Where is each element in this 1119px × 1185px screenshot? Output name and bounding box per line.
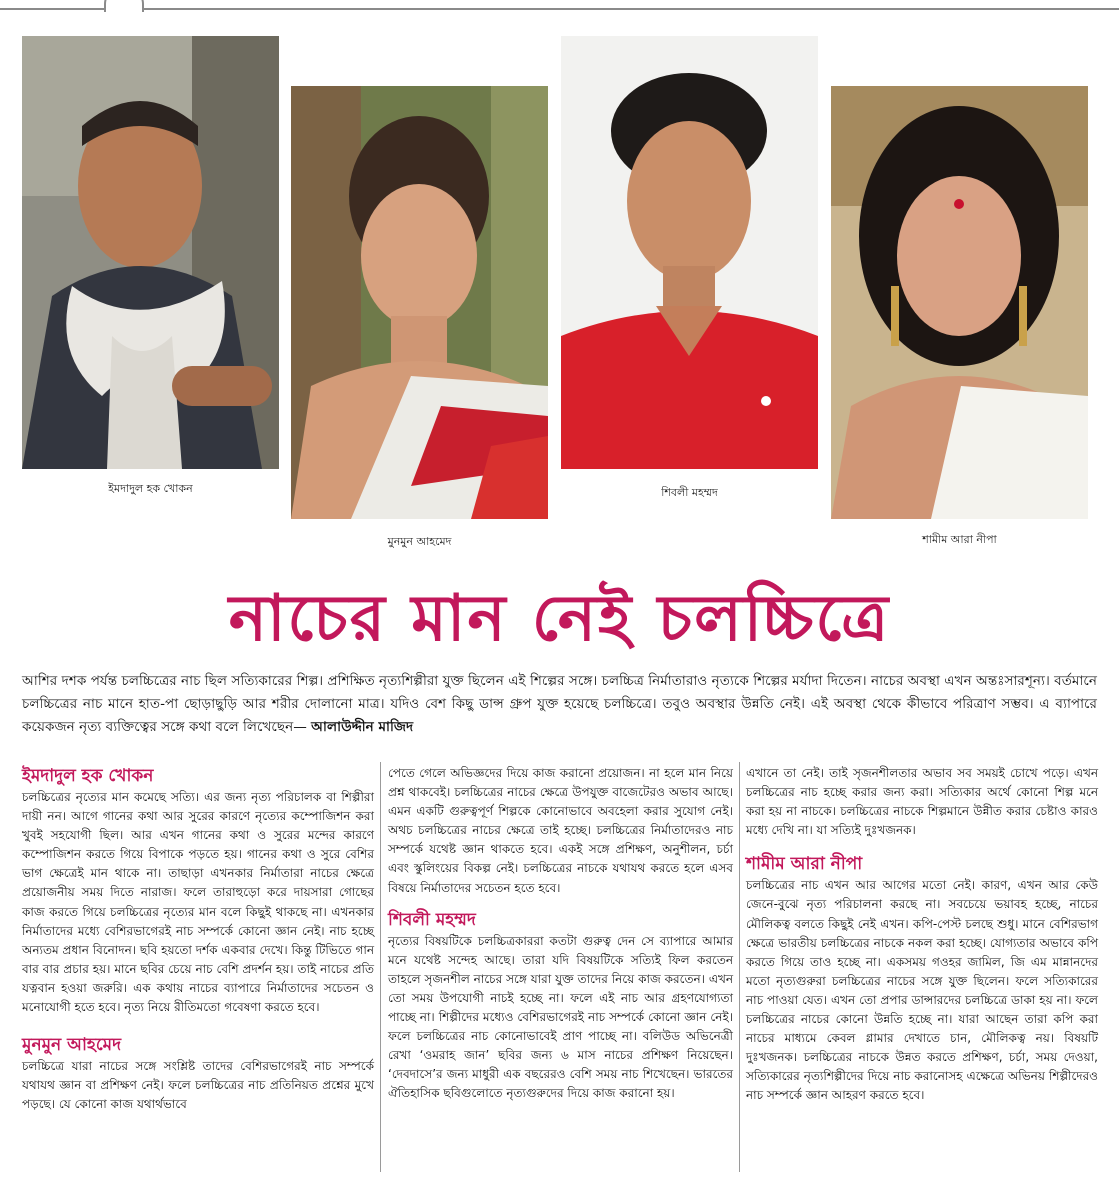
section-body: চলচ্চিত্রের নাচ এখন আর আগের মতো নেই। কারণ, এখন আর কেউ জেনে-বুঝে নৃত্য পরিচালনা করছে না। সবচেয়ে ভয়াবহ হচ্ছে, নাচের মৌলিকত্ব বলতে কিছুই নেই এখন। কপি-পেস্ট চলছে শুধু। মানে বেশিরভাগ ক্ষেত্রে ভারতীয় চলচ্চিত্রের নাচকে নকল করা হচ্ছে। যোগ্যতার অভাবে কপি করতে গিয়ে তাও হচ্ছে না। একসময় গওহর জামিল, জি এম মান্নানদের মতো নৃত্যগুরুরা চলচ্চিত্রের নাচের সঙ্গে যুক্ত ছিলেন। ফলে সত্যিকারের নাচ পাওয়া যেত। এখন তো প্রপার ডান্সারদের চলচ্চিত্রে ডাকা হয় না। ফলে চলচ্চিত্রের নাচের কোনো উন্নতি হচ্ছে না। যারা আছেন তারা কপি করা নাচের মাধ্যমে কেবল গ্লামার দেখাতে চান, মৌলিকত্ব নয়। বিষয়টি দুঃখজনক। চলচ্চিত্রের নাচকে উন্নত করতে প্রশিক্ষণ, চর্চা, সময় দেওয়া, সত্যিকারের নৃত্যশিল্পীদের দিয়ে নাচ করানোসহ এক্ষেত্রে অভিনয় শিল্পীদেরও নাচ সম্পর্কে জ্ঞান আহরণ করতে হবে। <box>746 878 1098 1103</box>
column-divider <box>380 762 381 1172</box>
top-tab-notch <box>104 0 144 12</box>
section-body-continued: এখানে তা নেই। তাই সৃজনশীলতার অভাব সব সময়ই চোখে পড়ে। এখন চলচ্চিত্রের নাচ হচ্ছে করার জন্য করা। সত্যিকার অর্থে কোনো শিল্প মনে করা হয় না নাচকে। চলচ্চিত্রের নাচকে শিল্পমানে উন্নীত করার চেষ্টাও কারও মধ্যে দেখি না। যা সত্যিই দুঃখজনক। <box>746 766 1098 838</box>
top-rule <box>0 8 1119 10</box>
column-divider <box>739 762 740 1172</box>
headline: নাচের মান নেই চলচ্চিত্রে <box>228 582 891 656</box>
column-2 <box>388 764 733 1104</box>
intro-text: আশির দশক পর্যন্ত চলচ্চিত্রের নাচ ছিল সত্যিকারের শিল্প। প্রশিক্ষিত নৃত্যশিল্পীরা যুক্ত ছিলেন এই শিল্পের সঙ্গে। চলচ্চিত্র নির্মাতারাও নৃত্যকে শিল্পের মর্যাদা দিতেন। নাচের অবস্থা এখন অন্তঃসারশূন্য। বর্তমানে চলচ্চিত্রের নাচ মানে হাত-পা ছোড়াছুড়ি আর শরীর দোলানো মাত্র। যদিও বেশ কিছু ডান্স গ্রুপ যুক্ত হয়েছে চলচ্চিত্রে। তবুও অবস্থার উন্নতি নেই। এই অবস্থা থেকে কীভাবে পরিত্রাণ সম্ভব। এ ব্যাপারে কয়েকজন নৃত্য ব্যক্তিত্বের সঙ্গে কথা বলে লিখেছেন— <box>22 673 1097 735</box>
caption-munmun-ahmed: মুনমুন আহমেদ <box>387 535 452 548</box>
section-heading: শামীম আরা নীপা <box>746 854 863 875</box>
portrait-shamim-ara-nipa <box>831 86 1088 519</box>
section-heading: শিবলী মহম্মদ <box>388 909 476 930</box>
caption-shibli-mohammad: শিবলী মহম্মদ <box>661 486 718 499</box>
section-heading: মুনমুন আহমেদ <box>22 1035 122 1056</box>
portrait-shibli-mohammad <box>561 36 818 469</box>
portrait-imdadul-haq-khokon <box>22 36 279 469</box>
section-body-continued: পেতে গেলে অভিজ্ঞদের দিয়ে কাজ করানো প্রয়োজন। না হলে মান নিয়ে প্রশ্ন থাকবেই। চলচ্চিত্রের নাচের ক্ষেত্রে উপযুক্ত বাজেটেরও অভাব আছে। এমন একটি গুরুত্বপূর্ণ শিল্পকে কোনোভাবে অবহেলা করার সুযোগ নেই। অথচ চলচ্চিত্রের নাচের ক্ষেত্রে তাই হচ্ছে। চলচ্চিত্রের নির্মাতাদেরও নাচ সম্পর্কে যথেষ্ট জ্ঞান থাকতে হবে। একই সঙ্গে প্রশিক্ষণ, অনুশীলন, চর্চা এবং স্কুলিংয়ের বিকল্প নেই। চলচ্চিত্রের নাচকে যথাযথ করতে হলে এসব বিষয়ে নির্মাতাদের সচেতন হতে হবে। <box>388 766 733 895</box>
section-body: নৃত্যের বিষয়টিকে চলচ্চিত্রকাররা কতটা গুরুত্ব দেন সে ব্যাপারে আমার মনে যথেষ্ট সন্দেহ আছে। তারা যদি বিষয়টিকে সত্যিই ফিল করতেন তাহলে সৃজনশীল নাচের সঙ্গে যারা যুক্ত তাদের নিয়ে কাজ করতেন। এখন তো সময় উপযোগী নাচই হচ্ছে না। ফলে এই নাচ আর গ্রহণযোগ্যতা পাচ্ছে না। শিল্পীদের মধ্যেও বেশিরভাগেরই নাচ সম্পর্কে কোনো জ্ঞান নেই। ফলে চলচ্চিত্রের নাচ কোনোভাবেই প্রাণ পাচ্ছে না। বলিউড অভিনেত্রী রেখা ‘ওমরাহ জান’ ছবির জন্য ৬ মাস নাচের প্রশিক্ষণ নিয়েছেন। ‘দেবদাসে’র জন্য মাধুরী এক বছরেরও বেশি সময় নাচ শিখেছেন। ভারতের ঐতিহাসিক ছবিগুলোতে নৃত্যগুরুদের দিয়ে কাজ করানো হয়। <box>388 933 733 1101</box>
caption-imdadul-haq-khokon: ইমদাদুল হক খোকন <box>108 482 193 495</box>
section-body: চলচ্চিত্রের নৃত্যের মান কমেছে সত্যি। এর জন্য নৃত্য পরিচালক বা শিল্পীরা দায়ী নন। আগে গানের কথা আর সুরের কারণে নৃত্যের কম্পোজিশন করা খুবই সহযোগী ছিল। আর এখন গানের কথা ও সুরের মন্দের কারণে কম্পোজিশন করতে গিয়ে বিপাকে পড়তে হয়। গানের কথা ও সুরে বেশির ভাগ ক্ষেত্রেই মান থাকে না। তাছাড়া এখনকার নির্মাতারা নাচের ক্ষেত্রে প্রয়োজনীয় সময় দিতে নারাজ। ফলে তারাহুড়ো করে দায়সারা গোছের কাজ করতে গিয়ে চলচ্চিত্রের নৃত্যের মান বলে কিছুই থাকছে না। এখনকার নির্মাতাদের মধ্যে বেশিরভাগেরই নাচ সম্পর্কে কোনো জ্ঞান নেই। নাচ হচ্ছে অন্যতম প্রধান বিনোদন। ছবি হয়তো দর্শক একবার দেখে। কিন্তু টিভিতে গান বার বার প্রচার হয়। মানে ছবির চেয়ে নাচ বেশি প্রদর্শন হয়। তাই নাচের প্রতি যত্নবান হওয়া জরুরি। এক কথায় নাচের ব্যাপারে নির্মাতাদের সচেতন ও মনোযোগী হতে হবে। নৃত্য নিয়ে রীতিমতো গবেষণা করতে হবে। <box>22 790 374 1015</box>
section-body: চলচ্চিত্রে যারা নাচের সঙ্গে সংশ্লিষ্ট তাদের বেশিরভাগেরই নাচ সম্পর্কে যথাযথ জ্ঞান বা প্রশিক্ষণ নেই। ফলে চলচ্চিত্রের নাচ প্রতিনিয়ত প্রশ্নের মুখে পড়ছে। যে কোনো কাজ যথার্থভাবে <box>22 1059 374 1112</box>
section-heading: ইমদাদুল হক খোকন <box>22 766 154 786</box>
portrait-munmun-ahmed <box>291 86 548 519</box>
intro-paragraph <box>22 670 1097 739</box>
column-3 <box>746 764 1098 1106</box>
caption-shamim-ara-nipa: শামীম আরা নীপা <box>922 533 997 546</box>
byline: আলাউদ্দীন মাজিদ <box>311 719 414 735</box>
column-1 <box>22 764 374 1114</box>
